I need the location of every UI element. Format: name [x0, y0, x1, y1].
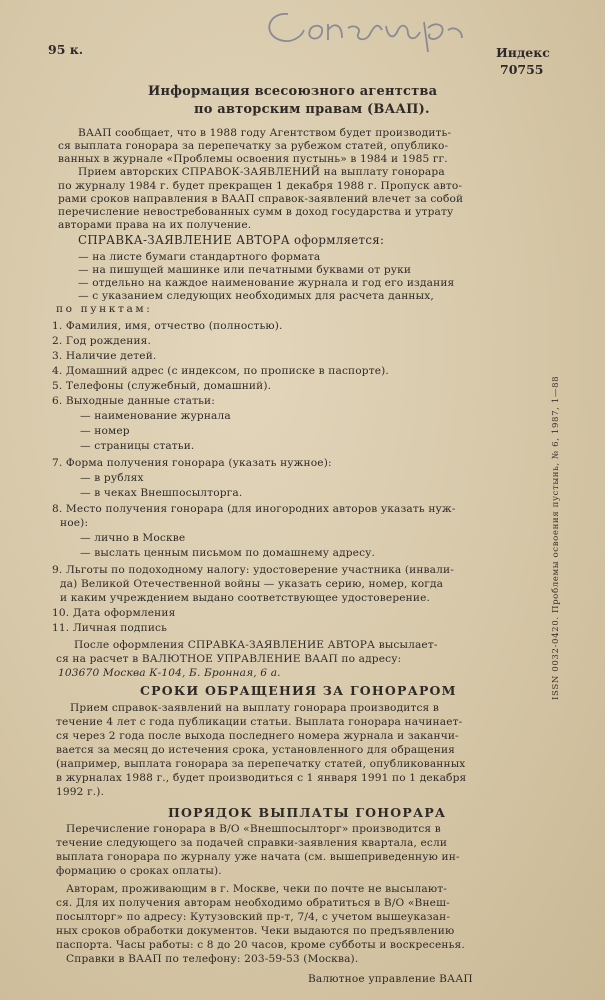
- list-item: 5. Телефоны (служебный, домашний).: [52, 380, 272, 392]
- list-item: 10. Дата оформления: [52, 607, 176, 619]
- price-label: 95 к.: [48, 42, 84, 57]
- list-item: — наименование журнала: [80, 410, 231, 422]
- signature-line: Валютное управление ВААП: [308, 973, 473, 985]
- form-heading: СПРАВКА-ЗАЯВЛЕНИЕ АВТОРА оформляется:: [78, 233, 385, 247]
- text-line: Прием справок-заявлений на выплату гонорара производится в: [70, 702, 440, 714]
- list-item: 1. Фамилия, имя, отчество (полностью).: [52, 320, 283, 332]
- text-line: Авторам, проживающим в г. Москве, чеки по почте не высылают-: [66, 883, 447, 895]
- text-line: рами сроков направления в ВААП справок-заявлений влечет за собой: [58, 193, 464, 205]
- text-line: ся через 2 года после выхода последнего номера журнала и заканчи-: [56, 730, 459, 742]
- text-line: Перечисление гонорара в В/О «Внешпосылторг» производится в: [66, 823, 441, 835]
- handwritten-signature: [258, 0, 478, 55]
- list-item: 11. Личная подпись: [52, 622, 168, 634]
- text-line: течение 4 лет с года публикации статьи. Выплата гонорара начинает-: [56, 716, 463, 728]
- text-line: ванных в журнале «Проблемы освоения пустынь» в 1984 и 1985 гг.: [58, 153, 448, 165]
- text-line: вается за месяц до истечения срока, установленного для обращения: [56, 744, 455, 756]
- text-line: Прием авторских СПРАВОК-ЗАЯВЛЕНИЙ на выплату гонорара: [78, 166, 445, 178]
- text-line: посылторг» по адресу: Кутузовский пр-т, 7/4, с учетом вышеуказан-: [56, 911, 451, 923]
- list-item: — номер: [80, 425, 130, 437]
- list-item: — в рублях: [80, 472, 144, 484]
- text-line: по журналу 1984 г. будет прекращен 1 декабря 1988 г. Пропуск авто-: [58, 180, 463, 192]
- list-item: 6. Выходные данные статьи:: [52, 395, 215, 407]
- list-item: да) Великой Отечественной войны — указать серию, номер, когда: [60, 578, 444, 590]
- text-line: ся на расчет в ВАЛЮТНОЕ УПРАВЛЕНИЕ ВААП по адресу:: [56, 653, 402, 665]
- list-item: — на листе бумаги стандартного формата: [78, 251, 321, 263]
- list-item: 9. Льготы по подоходному налогу: удостоверение участника (инвали-: [52, 564, 454, 576]
- text-line: ся. Для их получения авторам необходимо обратиться в В/О «Внеш-: [56, 897, 450, 909]
- page-title-line-1: Информация всесоюзного агентства: [148, 84, 438, 99]
- section-heading: ПОРЯДОК ВЫПЛАТЫ ГОНОРАРА: [168, 805, 447, 820]
- text-line: ся выплата гонорара за перепечатку за рубежом статей, опублико-: [58, 140, 449, 152]
- list-item: — лично в Москве: [80, 532, 186, 544]
- list-item: 8. Место получения гонорара (для иногородних авторов указать нуж-: [52, 503, 456, 515]
- text-line: ных сроков обработки документов. Чеки выдаются по предъявлению: [56, 925, 455, 937]
- list-item: 4. Домашний адрес (с индексом, по прописке в паспорте).: [52, 365, 389, 377]
- text-line: авторами права на их получение.: [58, 219, 252, 231]
- text-line: по пунктам:: [56, 303, 153, 315]
- list-item: — страницы статьи.: [80, 440, 195, 452]
- index-number: 70755: [500, 62, 544, 77]
- list-item: — отдельно на каждое наименование журнала и год его издания: [78, 277, 455, 289]
- text-line: формацию о сроках оплаты).: [56, 865, 222, 877]
- section-heading: СРОКИ ОБРАЩЕНИЯ ЗА ГОНОРАРОМ: [140, 683, 457, 698]
- list-item: 2. Год рождения.: [52, 335, 152, 347]
- address-line: 103670 Москва К-104, Б. Бронная, 6 а.: [58, 667, 281, 679]
- list-item: — с указанием следующих необходимых для расчета данных,: [78, 290, 434, 302]
- text-line: После оформления СПРАВКА-ЗАЯВЛЕНИЕ АВТОРА высылает-: [74, 639, 438, 651]
- list-item: и каким учреждением выдано соответствующее удостоверение.: [60, 592, 431, 604]
- text-line: (например, выплата гонорара за перепечатку статей, опубликованных: [56, 758, 466, 770]
- text-line: выплата гонорара по журналу уже начата (см. вышеприведенную ин-: [56, 851, 460, 863]
- list-item: 3. Наличие детей.: [52, 350, 157, 362]
- text-line: течение следующего за подачей справки-заявления квартала, если: [56, 837, 448, 849]
- page-title-line-2: по авторским правам (ВААП).: [194, 102, 430, 117]
- list-item: 7. Форма получения гонорара (указать нужное):: [52, 457, 332, 469]
- index-label: Индекс: [496, 45, 550, 60]
- list-item: — в чеках Внешпосылторга.: [80, 487, 243, 499]
- text-line: ВААП сообщает, что в 1988 году Агентством будет производить-: [78, 127, 452, 139]
- text-line: паспорта. Часы работы: с 8 до 20 часов, кроме субботы и воскресенья.: [56, 939, 465, 951]
- text-line: в журналах 1988 г., будет производиться с 1 января 1991 по 1 декабря: [56, 772, 467, 784]
- list-item: ное):: [60, 517, 89, 529]
- text-line: 1992 г.).: [56, 786, 105, 798]
- side-imprint: ISSN 0032-0420. Проблемы освоения пустынь, № 6, 1987, 1—88: [551, 375, 561, 700]
- text-line: перечисление невостребованных сумм в доход государства и утрату: [58, 206, 454, 218]
- list-item: — выслать ценным письмом по домашнему адресу.: [80, 547, 376, 559]
- list-item: — на пишущей машинке или печатными буквами от руки: [78, 264, 412, 276]
- text-line: Справки в ВААП по телефону: 203-59-53 (Москва).: [66, 953, 359, 965]
